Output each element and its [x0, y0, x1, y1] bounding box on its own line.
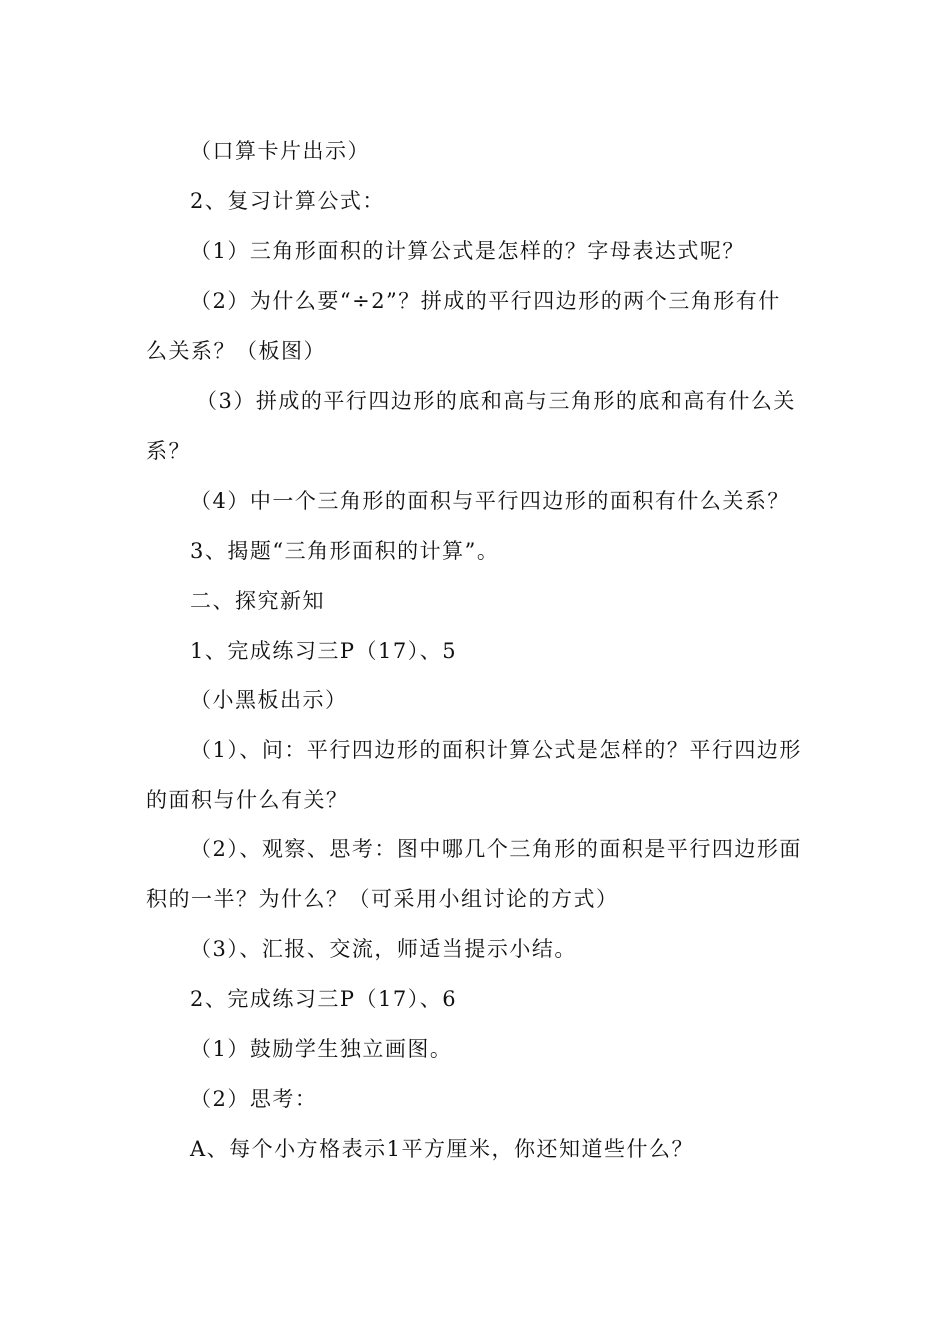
text-line: （1）、问：平行四边形的面积计算公式是怎样的？平行四边形	[190, 738, 802, 762]
text-line: 2、复习计算公式：	[190, 189, 385, 213]
text-line: 3、揭题“三角形面积的计算”。	[190, 539, 500, 563]
text-line: 2、完成练习三P（17）、6	[190, 987, 458, 1011]
text-line: （1）三角形面积的计算公式是怎样的？字母表达式呢？	[190, 239, 745, 263]
text-line: A、每个小方格表示1平方厘米，你还知道些什么？	[190, 1137, 695, 1161]
text-line: （口算卡片出示）	[190, 139, 370, 163]
text-line: （2）为什么要“÷2”？拼成的平行四边形的两个三角形有什	[190, 289, 781, 313]
text-line: （2）思考：	[190, 1087, 318, 1111]
text-line: （3）、汇报、交流，师适当提示小结。	[190, 937, 577, 961]
text-line: （小黑板出示）	[190, 688, 348, 712]
text-line: 积的一半？为什么？（可采用小组讨论的方式）	[146, 887, 619, 911]
text-line: （2）、观察、思考：图中哪几个三角形的面积是平行四边形面	[190, 837, 802, 861]
text-line: （3）拼成的平行四边形的底和高与三角形的底和高有什么关	[196, 389, 796, 413]
text-line: 的面积与什么有关？	[146, 788, 349, 812]
text-line: 系？	[146, 439, 191, 463]
section-heading: 二、探究新知	[190, 589, 325, 613]
text-line: （4）中一个三角形的面积与平行四边形的面积有什么关系？	[190, 489, 790, 513]
text-line: 么关系？（板图）	[146, 339, 326, 363]
text-line: 1、完成练习三P（17）、5	[190, 639, 458, 663]
text-line: （1）鼓励学生独立画图。	[190, 1037, 453, 1061]
